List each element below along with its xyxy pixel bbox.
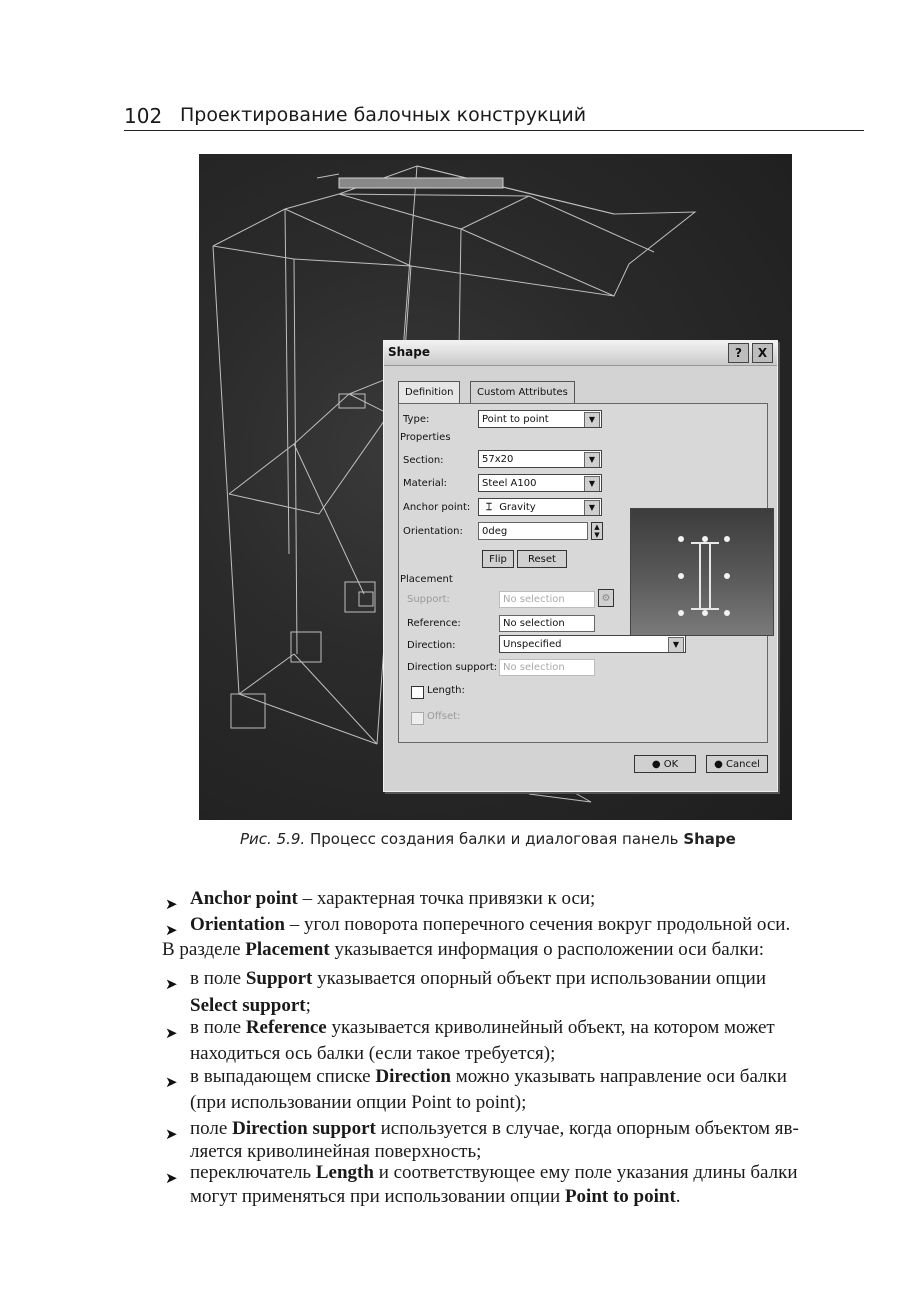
chevron-down-icon: ▼ — [668, 637, 684, 653]
material-label: Material: — [403, 478, 447, 489]
length-label: Length: — [427, 685, 465, 696]
material-value: Steel A100 — [482, 478, 537, 489]
page-header — [124, 104, 864, 131]
bullet-arrow-icon: ➤ — [165, 897, 178, 913]
cancel-icon: ● — [714, 759, 723, 770]
b5-rest: можно указывать направление оси балки — [450, 1066, 787, 1087]
caption-bold: Shape — [683, 830, 736, 848]
page-number: 102 — [124, 104, 163, 128]
b2-rest: – угол поворота поперечного сечения вокруг продольной оси. — [285, 914, 791, 935]
bullet-arrow-icon: ➤ — [165, 977, 178, 993]
definition-panel — [398, 403, 768, 743]
cancel-button[interactable] — [706, 755, 768, 773]
chapter-title: Проектирование балочных конструкций — [180, 104, 587, 126]
bullet-direction-line2: (при использовании опции Point to point); — [190, 1092, 527, 1113]
b7-rest: и соответствующее ему поле указания длины балки — [373, 1162, 798, 1183]
cancel-label: Cancel — [726, 759, 760, 770]
b3-end: ; — [305, 995, 311, 1016]
reset-button[interactable]: Reset — [517, 550, 567, 568]
type-combo[interactable] — [478, 410, 602, 428]
b7-bold2: Point to point — [564, 1186, 676, 1207]
b4-rest: указывается криволинейный объект, на котором может — [326, 1017, 775, 1038]
bullet-reference — [190, 1015, 775, 1041]
b3-bold: Support — [245, 968, 313, 989]
offset-checkbox[interactable] — [411, 712, 424, 725]
b5-bold: Direction — [375, 1066, 451, 1087]
figure-caption — [240, 830, 780, 848]
close-button[interactable]: X — [752, 343, 773, 363]
material-combo[interactable] — [478, 474, 602, 492]
i-beam-section-icon — [631, 509, 773, 635]
help-button[interactable]: ? — [728, 343, 749, 363]
section-value: 57x20 — [482, 454, 514, 465]
bullet-orientation — [190, 912, 790, 938]
b6-rest: используется в случае, когда опорным объектом яв- — [375, 1118, 799, 1139]
direction-support-label: Direction support: — [407, 662, 498, 673]
section-combo[interactable] — [478, 450, 602, 468]
dialog-title: Shape — [388, 345, 431, 359]
bullet-direction-support-line2: ляется криволинейная поверхность; — [190, 1141, 482, 1162]
b1-bold: Anchor point — [190, 888, 298, 909]
bullet-arrow-icon: ➤ — [165, 1075, 178, 1091]
b2-bold: Orientation — [190, 914, 285, 935]
section-label: Section: — [403, 455, 444, 466]
b4-bold: Reference — [245, 1017, 327, 1038]
caption-figure-number: Рис. 5.9. — [240, 830, 306, 848]
direction-support-input[interactable]: No selection — [499, 659, 595, 676]
para-bold: Placement — [245, 939, 330, 960]
bullet-length — [190, 1160, 798, 1186]
ok-button[interactable] — [634, 755, 696, 773]
b1-rest: – характерная точка привязки к оси; — [297, 888, 596, 909]
support-input[interactable]: No selection — [499, 591, 595, 608]
tab-definition[interactable]: Definition — [398, 381, 460, 404]
bullet-arrow-icon: ➤ — [165, 1127, 178, 1143]
chevron-down-icon: ▼ — [584, 476, 600, 492]
orientation-spinner[interactable]: ▲ ▼ — [591, 522, 603, 540]
b7-line2pre: могут применяться при использовании опции — [190, 1186, 565, 1207]
b7-pre: переключатель — [190, 1162, 316, 1183]
bullet-arrow-icon: ➤ — [165, 923, 178, 939]
orientation-input[interactable]: 0deg — [478, 522, 588, 540]
direction-value: Unspecified — [503, 639, 562, 650]
direction-combo[interactable] — [499, 635, 686, 653]
anchor-point-combo[interactable] — [478, 498, 602, 516]
b5-pre: в выпадающем списке — [190, 1066, 376, 1087]
bullet-support — [190, 966, 870, 992]
support-label: Support: — [407, 594, 450, 605]
bullet-reference-line2: находиться ось балки (если такое требуется); — [190, 1043, 556, 1064]
anchor-icon: ⌶ — [486, 502, 492, 513]
dialog-titlebar — [384, 341, 777, 366]
b3-pre: в поле — [190, 968, 246, 989]
bullet-length-line2 — [190, 1184, 681, 1210]
reference-label: Reference: — [407, 618, 461, 629]
properties-label: Properties — [400, 432, 451, 443]
length-checkbox[interactable] — [411, 686, 424, 699]
bullet-arrow-icon: ➤ — [165, 1026, 178, 1042]
chevron-down-icon: ▼ — [584, 500, 600, 516]
select-support-icon[interactable]: ⚙ — [598, 589, 614, 607]
b6-pre: поле — [190, 1118, 233, 1139]
type-value: Point to point — [482, 414, 549, 425]
b3-rest: указывается опорный объект при использовании опции — [312, 968, 767, 989]
b7-bold: Length — [315, 1162, 374, 1183]
shape-dialog — [383, 340, 778, 792]
ok-label: OK — [663, 759, 679, 770]
b7-end: . — [675, 1186, 681, 1207]
bullet-direction — [190, 1064, 787, 1090]
flip-button[interactable]: Flip — [482, 550, 514, 568]
ok-icon: ● — [651, 759, 661, 770]
bullet-arrow-icon: ➤ — [165, 1171, 178, 1187]
reference-input[interactable]: No selection — [499, 615, 595, 632]
b6-bold: Direction support — [232, 1118, 376, 1139]
caption-text: Процесс создания балки и диалоговая панель — [309, 830, 679, 848]
section-preview — [630, 508, 774, 636]
bullet-anchor-point — [190, 886, 595, 912]
anchor-value: Gravity — [499, 502, 536, 513]
para-rest: указывается информация о расположении оси балки: — [329, 939, 765, 960]
chevron-down-icon: ▼ — [584, 412, 600, 428]
placement-label: Placement — [400, 574, 453, 585]
b4-pre: в поле — [190, 1017, 246, 1038]
orientation-label: Orientation: — [403, 526, 463, 537]
tab-custom-attributes[interactable]: Custom Attributes — [470, 381, 575, 404]
direction-label: Direction: — [407, 640, 456, 651]
placement-paragraph — [162, 937, 764, 963]
anchor-point-label: Anchor point: — [403, 502, 471, 513]
type-label: Type: — [403, 414, 430, 425]
b3-bold2: Select support — [190, 995, 306, 1016]
offset-label: Offset: — [427, 711, 461, 722]
chevron-down-icon: ▼ — [584, 452, 600, 468]
para-pre: В разделе — [162, 939, 246, 960]
